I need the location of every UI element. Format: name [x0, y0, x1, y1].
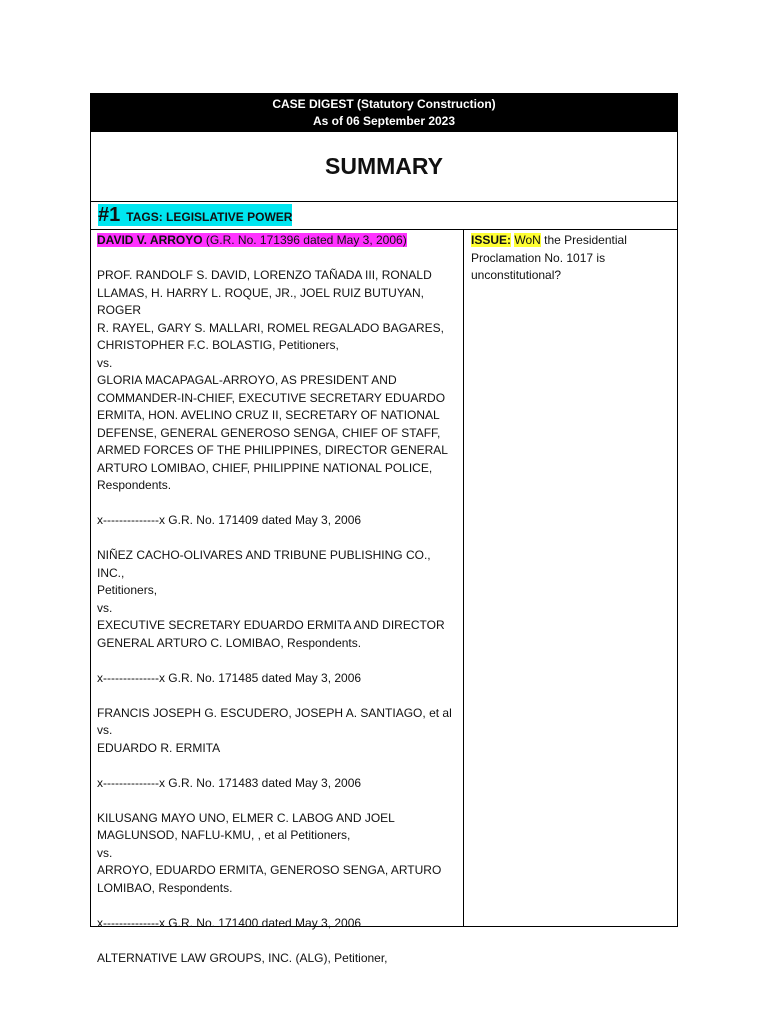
summary-heading: SUMMARY [90, 132, 678, 202]
parties-block-3 [97, 705, 457, 758]
case-separator: x--------------x G.R. No. 171409 dated May 3, 2006 [97, 513, 362, 527]
case-separator: x--------------x G.R. No. 171485 dated May 3, 2006 [97, 670, 362, 685]
case-body [90, 230, 678, 965]
party-line: FRANCIS JOSEPH G. ESCUDERO, JOSEPH A. SANTIAGO, et al [97, 705, 452, 720]
party-line: NIÑEZ CACHO-OLIVARES AND TRIBUNE PUBLISHING CO., INC., [97, 548, 431, 580]
issue-label: ISSUE: [471, 233, 512, 247]
case-title-ref: (G.R. No. 171396 dated May 3, 2006) [202, 233, 407, 247]
issue-text-line: unconstitutional? [471, 268, 562, 282]
party-line: vs. [97, 723, 113, 737]
party-line: vs. [97, 355, 113, 370]
case-digest-document [90, 93, 678, 965]
header-title: CASE DIGEST (Statutory Construction) [272, 97, 496, 111]
parties-block-5 [97, 950, 457, 968]
party-line: Petitioners, [97, 583, 158, 597]
party-line: ALTERNATIVE LAW GROUPS, INC. (ALG), Petitioner, [97, 950, 388, 965]
case-separator: x--------------x G.R. No. 171400 dated May 3, 2006 [97, 915, 362, 930]
party-line: ARROYO, EDUARDO ERMITA, GENEROSO SENGA, ARTURO [97, 863, 442, 877]
party-line: CHRISTOPHER F.C. BOLASTIG, Petitioners, [97, 338, 339, 352]
party-line: Respondents. [97, 478, 172, 492]
party-line: ERMITA, HON. AVELINO CRUZ II, SECRETARY OF NATIONAL [97, 408, 440, 422]
case-title-name: DAVID V. ARROYO [97, 233, 203, 247]
case-tags: TAGS: LEGISLATIVE POWER [126, 210, 293, 224]
issue-won: WoN [514, 233, 541, 247]
party-line: LOMIBAO, Respondents. [97, 880, 233, 895]
party-line: DEFENSE, GENERAL GENEROSO SENGA, CHIEF OF STAFF, [97, 425, 441, 440]
party-line: vs. [97, 600, 113, 615]
party-line: GENERAL ARTURO C. LOMIBAO, Respondents. [97, 635, 362, 650]
party-line: PROF. RANDOLF S. DAVID, LORENZO TAÑADA III, RONALD [97, 268, 432, 282]
issue-text-line: the Presidential [540, 233, 627, 247]
party-line: ARTURO LOMIBAO, CHIEF, PHILIPPINE NATIONAL POLICE, [97, 460, 433, 475]
case-separator: x--------------x G.R. No. 171483 dated May 3, 2006 [97, 775, 362, 790]
parties-block-4 [97, 810, 457, 898]
party-line: EXECUTIVE SECRETARY EDUARDO ERMITA AND DIRECTOR [97, 618, 445, 632]
case-title [97, 232, 457, 250]
party-line: COMMANDER-IN-CHIEF, EXECUTIVE SECRETARY EDUARDO [97, 390, 446, 405]
party-line: vs. [97, 845, 113, 860]
document-header [90, 93, 678, 132]
party-line: R. RAYEL, GARY S. MALLARI, ROMEL REGALADO BAGARES, [97, 320, 444, 335]
party-line: GLORIA MACAPAGAL-ARROYO, AS PRESIDENT AND [97, 373, 397, 387]
case-details-column [91, 230, 464, 965]
case-tag-row [90, 202, 678, 230]
party-line: LLAMAS, H. HARRY L. ROQUE, JR., JOEL RUIZ BUTUYAN, ROGER [97, 285, 424, 317]
case-title-highlight [97, 233, 407, 247]
header-date: As of 06 September 2023 [312, 114, 456, 128]
party-line: EDUARDO R. ERMITA [97, 740, 221, 755]
case-tag-highlight [98, 204, 292, 226]
issue-column [464, 230, 677, 926]
party-line: KILUSANG MAYO UNO, ELMER C. LABOG AND JOEL [97, 810, 395, 825]
parties-block-1 [97, 267, 457, 495]
issue-text-line: Proclamation No. 1017 is [471, 250, 606, 265]
case-number: #1 [98, 204, 121, 226]
party-line: ARMED FORCES OF THE PHILIPPINES, DIRECTOR GENERAL [97, 443, 448, 457]
parties-block-2 [97, 547, 457, 652]
party-line: MAGLUNSOD, NAFLU-KMU, , et al Petitioners, [97, 828, 351, 842]
